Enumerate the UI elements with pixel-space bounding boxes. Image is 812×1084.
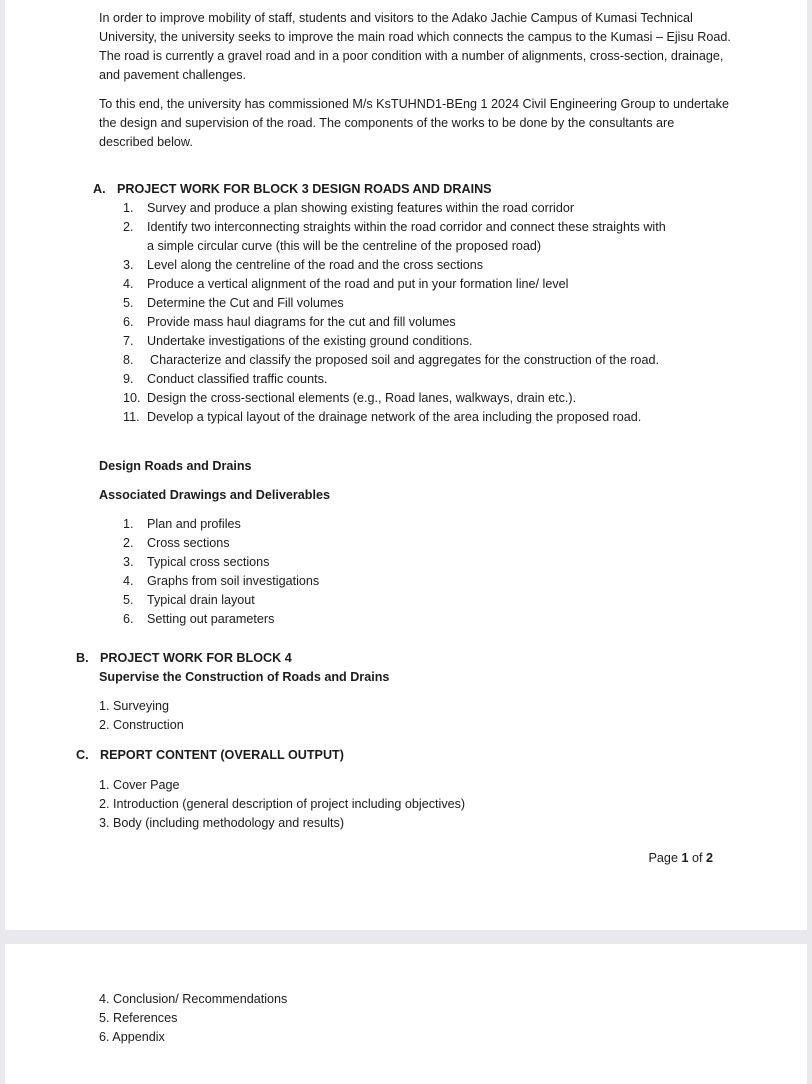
list-item: 2. Construction (99, 718, 184, 732)
list-item-continuation: a simple circular curve (this will be the centreline of the proposed road) (147, 239, 542, 253)
section-a-heading: PROJECT WORK FOR BLOCK 3 DESIGN ROADS AND DRAINS (117, 182, 492, 196)
list-item: Typical cross sections (147, 555, 270, 569)
list-item-number: 4. (123, 277, 134, 291)
list-item: Conduct classified traffic counts. (147, 372, 328, 386)
list-item: Characterize and classify the proposed soil and aggregates for the construction of the road. (150, 353, 659, 367)
list-item-number: 11. (123, 410, 140, 424)
list-item: Produce a vertical alignment of the road and put in your formation line/ level (147, 277, 569, 291)
section-b-letter: B. (76, 651, 89, 665)
list-item: Cross sections (147, 536, 230, 550)
list-item: 1. Surveying (99, 699, 170, 713)
list-item: Survey and produce a plan showing existing features within the road corridor (147, 201, 575, 215)
list-item: Setting out parameters (147, 612, 275, 626)
list-item-number: 1. (123, 517, 134, 531)
section-a-letter: A. (93, 182, 106, 196)
list-item: Determine the Cut and Fill volumes (147, 296, 344, 310)
page-total: 2 (705, 851, 713, 865)
list-item: Provide mass haul diagrams for the cut and fill volumes (147, 315, 456, 329)
list-item: 1. Cover Page (99, 778, 180, 792)
list-item-number: 4. (123, 574, 134, 588)
document-page-1 (5, 0, 807, 930)
list-item-number: 3. (123, 555, 134, 569)
list-item-number: 5. (123, 593, 134, 607)
list-item-number: 6. (123, 315, 134, 329)
list-item-number: 7. (123, 334, 134, 348)
list-item-number: 10. (123, 391, 141, 405)
intro-paragraph-1: In order to improve mobility of staff, students and visitors to the Adako Jachie Campus of Kumasi Technical University, the university seeks to improve the main road which connects the campus to the Kumasi – Ejisu Road. The road is currently a gravel road and in a poor condition with a number of alignments, cross-section, drainage, and pavement challenges. (99, 11, 731, 82)
list-item: Identify two interconnecting straights within the road corridor and connect these straights with (147, 220, 666, 234)
page-current: 1 (681, 851, 689, 865)
list-item: Typical drain layout (147, 593, 255, 607)
section-c-heading: REPORT CONTENT (OVERALL OUTPUT) (100, 748, 344, 762)
design-title: Design Roads and Drains (99, 459, 252, 473)
list-item-number: 8. (123, 353, 134, 367)
list-item: Level along the centreline of the road and the cross sections (147, 258, 484, 272)
list-item: Design the cross-sectional elements (e.g., Road lanes, walkways, drain etc.). (147, 391, 577, 405)
page-number (649, 849, 713, 868)
list-item: 3. Body (including methodology and results) (99, 816, 345, 830)
list-item: Develop a typical layout of the drainage network of the area including the proposed road. (147, 410, 642, 424)
list-item: Undertake investigations of the existing ground conditions. (147, 334, 473, 348)
intro-paragraph-2: To this end, the university has commissioned M/s KsTUHND1-BEng 1 2024 Civil Engineering Group to undertake the design and supervision of the road. The components of the works to be done by the consultants are described below. (99, 97, 729, 149)
list-item-number: 5. (123, 296, 134, 310)
list-item: 4. Conclusion/ Recommendations (99, 992, 288, 1006)
section-b-heading: PROJECT WORK FOR BLOCK 4 (100, 651, 292, 665)
page-label: Page (648, 851, 682, 865)
list-item: 5. References (99, 1011, 178, 1025)
deliverables-subtitle: Associated Drawings and Deliverables (99, 488, 330, 502)
list-item: 6. Appendix (99, 1030, 165, 1044)
section-c-letter: C. (76, 748, 89, 762)
list-item-number: 2. (123, 536, 134, 550)
list-item: 2. Introduction (general description of project including objectives) (99, 797, 466, 811)
list-item-number: 3. (123, 258, 134, 272)
list-item-number: 6. (123, 612, 134, 626)
list-item-number: 9. (123, 372, 134, 386)
page-of: of (688, 851, 706, 865)
list-item: Plan and profiles (147, 517, 241, 531)
list-item-number: 1. (123, 201, 134, 215)
section-b-subheading: Supervise the Construction of Roads and Drains (99, 670, 390, 684)
document-page-2 (5, 944, 807, 1084)
list-item-number: 2. (123, 220, 134, 234)
list-item: Graphs from soil investigations (147, 574, 320, 588)
